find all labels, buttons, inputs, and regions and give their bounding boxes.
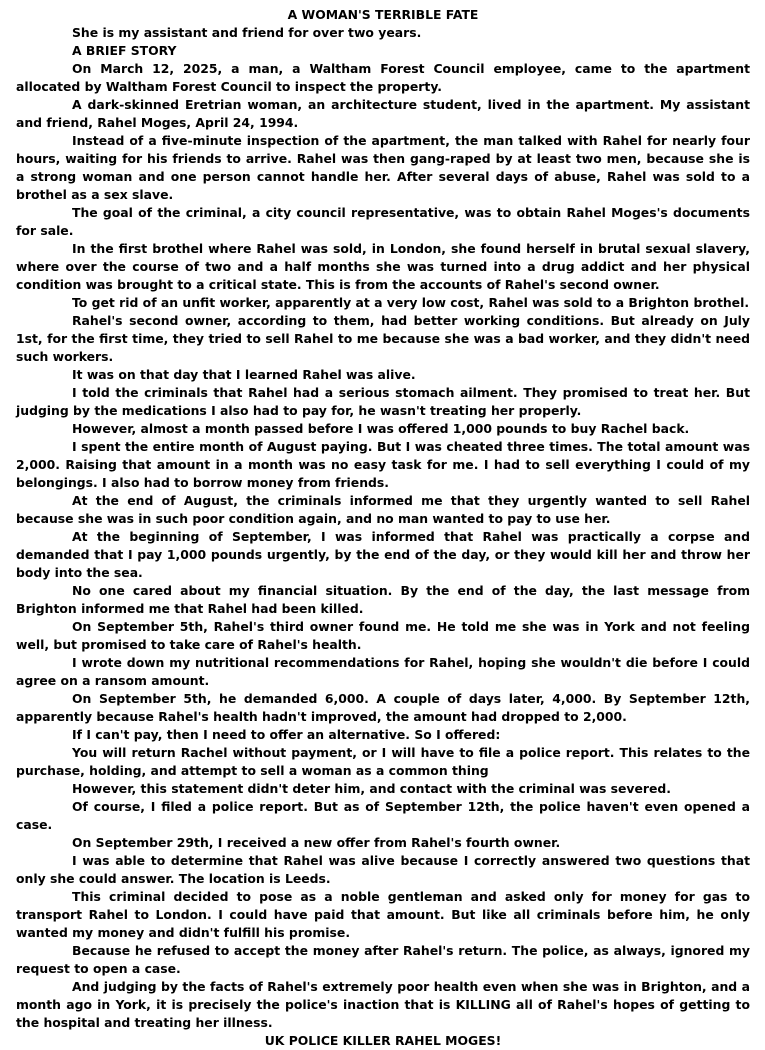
paragraph: Because he refused to accept the money after Rahel's return. The police, as always, ignored my request to open a case. <box>16 943 750 976</box>
paragraph: The goal of the criminal, a city council representative, was to obtain Rahel Moges's documents for sale. <box>16 205 750 238</box>
paragraph: At the end of August, the criminals informed me that they urgently wanted to sell Rahel because she was in such poor condition again, and no man wanted to pay to use her. <box>16 493 750 526</box>
section-heading: A BRIEF STORY <box>72 43 177 58</box>
paragraph: If I can't pay, then I need to offer an alternative. So I offered: <box>72 727 501 742</box>
paragraph: On September 5th, Rahel's third owner found me. He told me she was in York and not feeling well, but promised to take care of Rahel's health. <box>16 619 750 652</box>
paragraph: To get rid of an unfit worker, apparently at a very low cost, Rahel was sold to a Brighton brothel. <box>72 295 750 310</box>
paragraph: However, this statement didn't deter him, and contact with the criminal was severed. <box>72 781 671 796</box>
paragraph: However, almost a month passed before I was offered 1,000 pounds to buy Rachel back. <box>72 421 690 436</box>
paragraph: I was able to determine that Rahel was alive because I correctly answered two questions that only she could answer. The location is Leeds. <box>16 853 750 886</box>
paragraph: On September 5th, he demanded 6,000. A couple of days later, 4,000. By September 12th, apparently because Rahel's health hadn't improved, the amount had dropped to 2,000. <box>16 691 750 724</box>
document-body <box>16 24 750 1032</box>
paragraph: She is my assistant and friend for over two years. <box>72 25 422 40</box>
document-title: A WOMAN'S TERRIBLE FATE <box>287 7 479 22</box>
document-footer: UK POLICE KILLER RAHEL MOGES! <box>264 1033 502 1048</box>
paragraph: And judging by the facts of Rahel's extremely poor health even when she was in Brighton, and a month ago in York, it is precisely the police's inaction that is KILLING all of Rahel's hopes of getting to the hospital and treating her illness. <box>16 979 750 1030</box>
paragraph: Instead of a five-minute inspection of the apartment, the man talked with Rahel for nearly four hours, waiting for his friends to arrive. Rahel was then gang-raped by at least two men, because she is a strong woman and one person cannot handle her. After several days of abuse, Rahel was sold to a brothel as a sex slave. <box>16 133 750 202</box>
document-page <box>16 6 750 1050</box>
paragraph: Of course, I filed a police report. But as of September 12th, the police haven't even opened a case. <box>16 799 750 832</box>
paragraph: A dark-skinned Eretrian woman, an architecture student, lived in the apartment. My assistant and friend, Rahel Moges, April 24, 1994. <box>16 97 750 130</box>
paragraph: At the beginning of September, I was informed that Rahel was practically a corpse and demanded that I pay 1,000 pounds urgently, by the end of the day, or they would kill her and throw her body into the sea. <box>16 529 750 580</box>
paragraph: I wrote down my nutritional recommendations for Rahel, hoping she wouldn't die before I could agree on a ransom amount. <box>16 655 750 688</box>
paragraph: I spent the entire month of August paying. But I was cheated three times. The total amount was 2,000. Raising that amount in a month was no easy task for me. I had to sell everything I could of my belongings. I also had to borrow money from friends. <box>16 439 750 490</box>
paragraph: This criminal decided to pose as a noble gentleman and asked only for money for gas to transport Rahel to London. I could have paid that amount. But like all criminals before him, he only wanted my money and didn't fulfill his promise. <box>16 889 750 940</box>
paragraph: On September 29th, I received a new offer from Rahel's fourth owner. <box>72 835 561 850</box>
paragraph: Rahel's second owner, according to them, had better working conditions. But already on July 1st, for the first time, they tried to sell Rahel to me because she was a bad worker, and they didn't need such workers. <box>16 313 750 364</box>
paragraph: I told the criminals that Rahel had a serious stomach ailment. They promised to treat her. But judging by the medications I also had to pay for, he wasn't treating her properly. <box>16 385 750 418</box>
paragraph: In the first brothel where Rahel was sold, in London, she found herself in brutal sexual slavery, where over the course of two and a half months she was turned into a drug addict and her physical condition was brought to a critical state. This is from the accounts of Rahel's second owner. <box>16 241 750 292</box>
paragraph: You will return Rachel without payment, or I will have to file a police report. This relates to the purchase, holding, and attempt to sell a woman as a common thing <box>16 745 750 778</box>
paragraph: On March 12, 2025, a man, a Waltham Forest Council employee, came to the apartment allocated by Waltham Forest Council to inspect the property. <box>16 61 750 94</box>
paragraph: It was on that day that I learned Rahel was alive. <box>72 367 416 382</box>
paragraph: No one cared about my financial situation. By the end of the day, the last message from Brighton informed me that Rahel had been killed. <box>16 583 750 616</box>
